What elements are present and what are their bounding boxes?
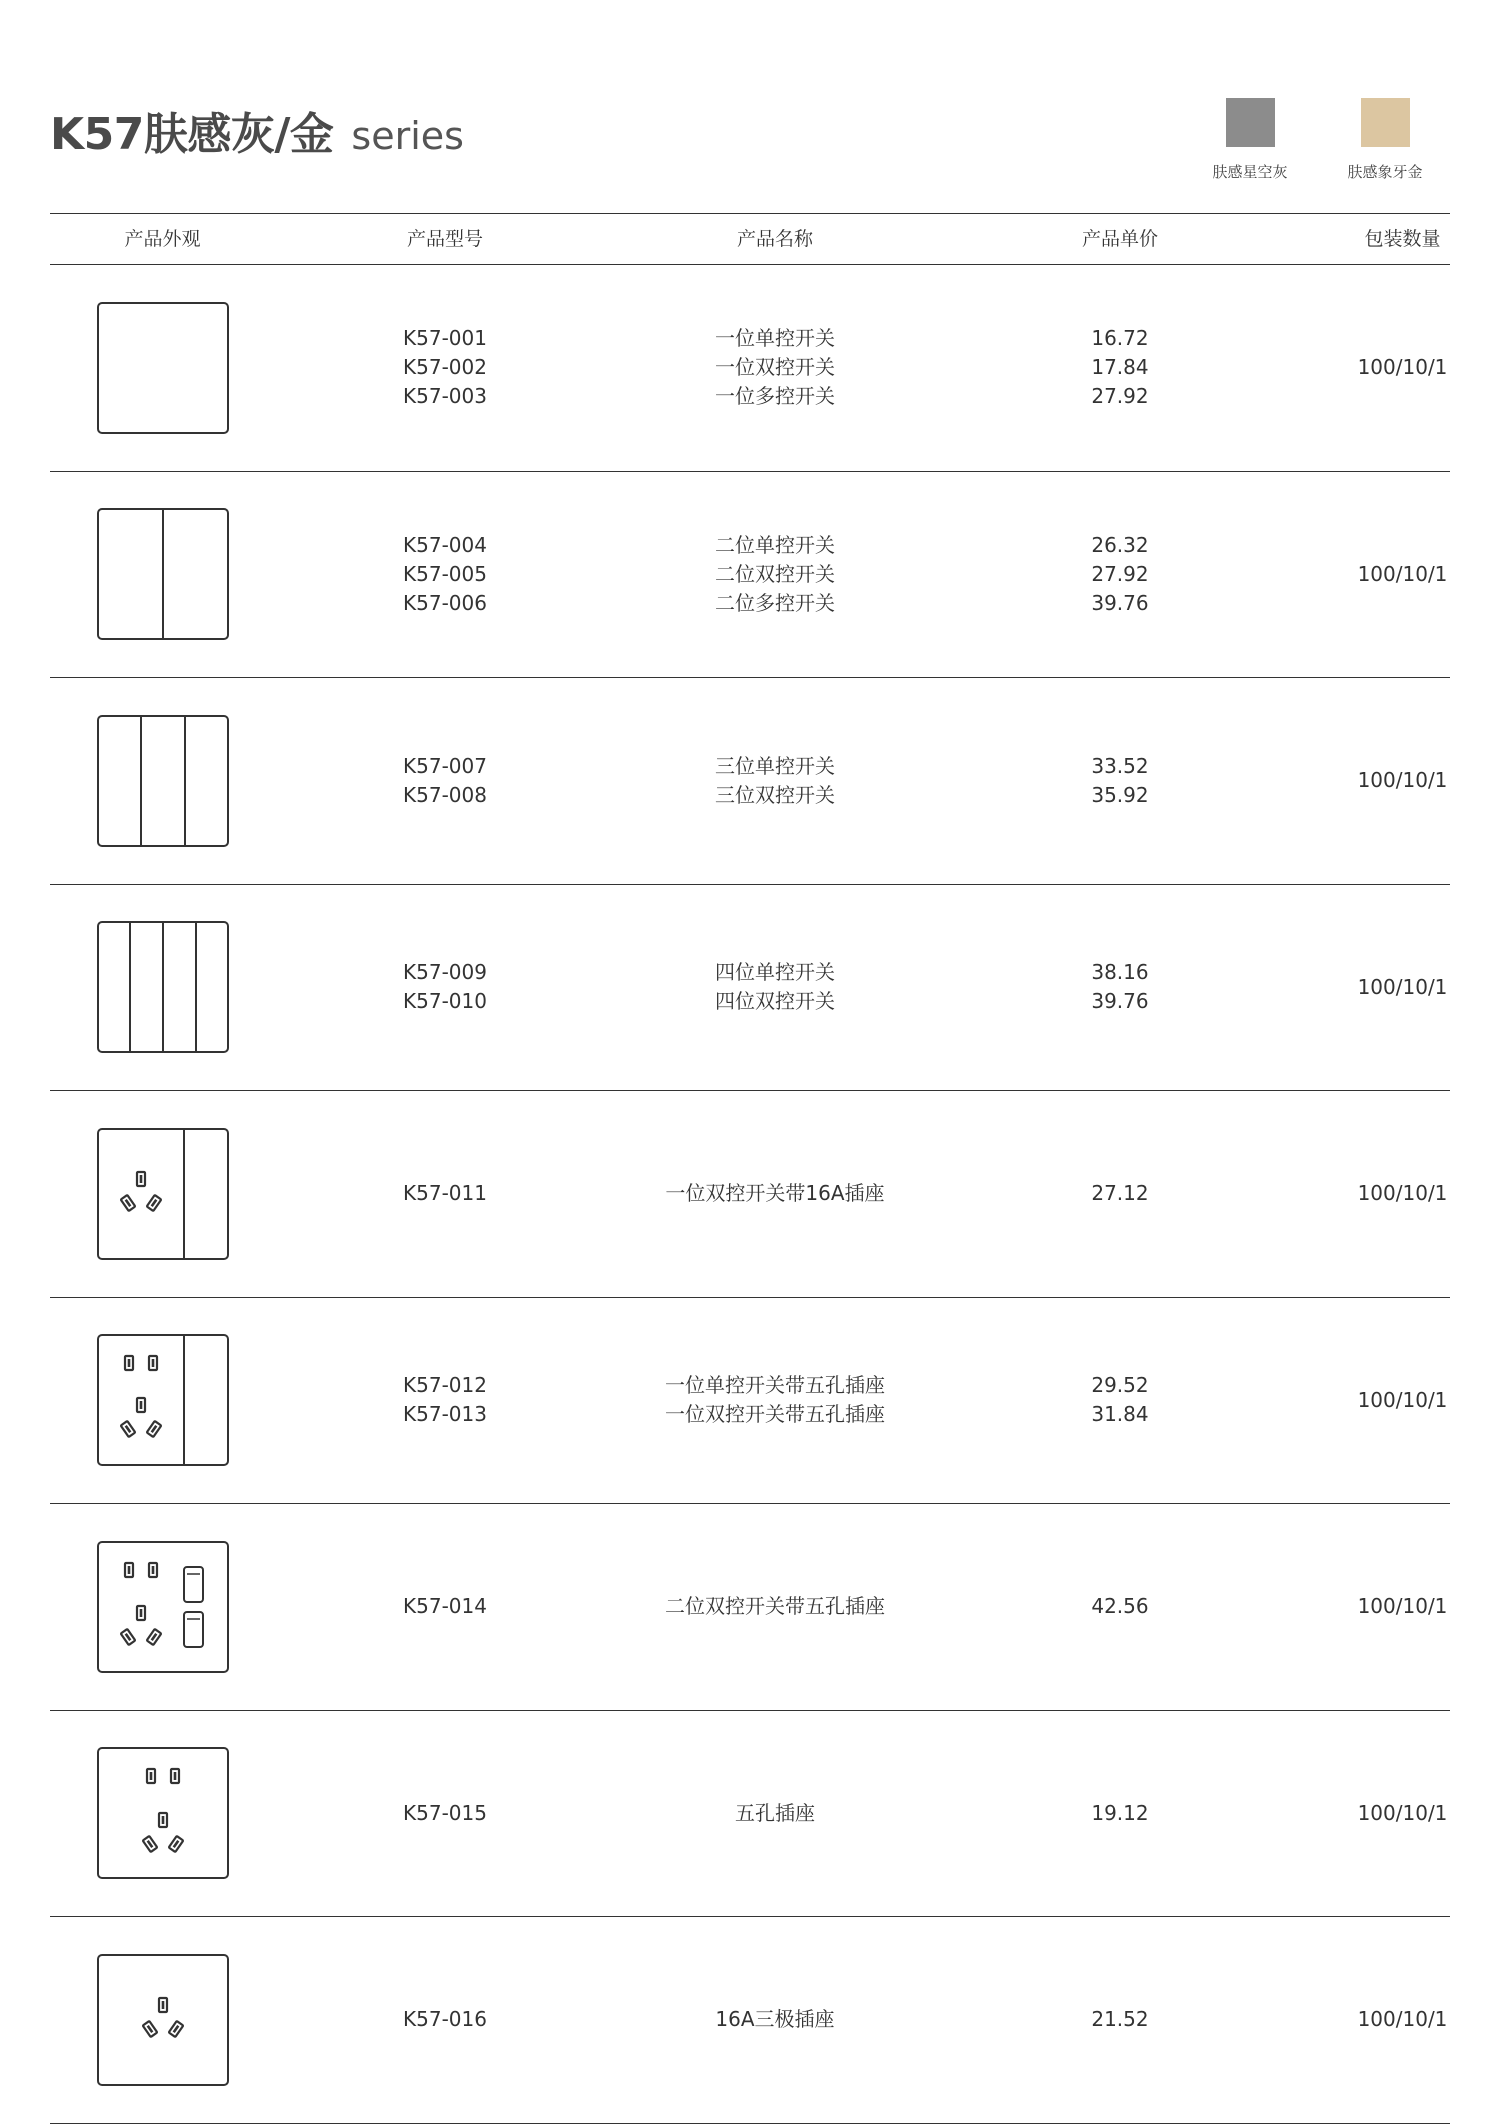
package-quantity: [1250, 1504, 1500, 1709]
product-code: K57-006: [403, 590, 487, 615]
product-name: 16A三极插座: [715, 2007, 835, 2031]
package-quantity-value: 100/10/1: [1357, 768, 1448, 792]
package-quantity: [1250, 472, 1500, 677]
product-price: 27.92: [1091, 384, 1149, 408]
product-code: K57-005: [403, 561, 487, 586]
product-price: 17.84: [1091, 355, 1149, 379]
product-code: K57-016: [403, 2007, 487, 2031]
series-title: K57肤感灰/金: [50, 109, 334, 160]
product-table: [50, 265, 1450, 2124]
product-price-cell: [970, 1917, 1270, 2122]
package-quantity-value: 100/10/1: [1357, 561, 1448, 586]
switch-16a-socket-icon: [50, 1091, 275, 1296]
table-row: [50, 265, 1450, 472]
product-name-cell: [590, 1091, 960, 1296]
product-name-cell: [590, 1504, 960, 1709]
table-row: [50, 1711, 1450, 1918]
product-name: 一位单控开关: [715, 326, 835, 350]
five-hole-socket-icon: [50, 1711, 275, 1916]
product-code-cell: [300, 1504, 590, 1709]
page-title: [50, 98, 464, 162]
package-quantity: [1250, 1917, 1500, 2122]
package-quantity: [1250, 1091, 1500, 1296]
product-price-cell: [970, 265, 1270, 470]
product-price: 16.72: [1091, 326, 1149, 350]
product-price-cell: [970, 678, 1270, 883]
table-row: [50, 1504, 1450, 1711]
package-quantity-value: 100/10/1: [1357, 355, 1448, 379]
table-row: [50, 1298, 1450, 1505]
product-name: 五孔插座: [735, 1800, 815, 1825]
product-code: K57-011: [403, 1181, 487, 1205]
product-name: 四位双控开关: [715, 989, 835, 1013]
product-code: K57-015: [403, 1800, 487, 1825]
product-price: 33.52: [1091, 753, 1149, 778]
16a-three-pin-socket-icon: [50, 1917, 275, 2122]
package-quantity: [1250, 1711, 1500, 1916]
header-appearance: 产品外观: [124, 228, 201, 250]
package-quantity-value: 100/10/1: [1357, 974, 1448, 999]
package-quantity: [1250, 1298, 1500, 1503]
product-code-cell: [300, 885, 590, 1090]
table-row: [50, 472, 1450, 679]
product-price: 31.84: [1091, 1402, 1149, 1426]
product-code-cell: [300, 265, 590, 470]
package-quantity-value: 100/10/1: [1357, 1594, 1448, 1618]
product-code-cell: [300, 472, 590, 677]
product-price-cell: [970, 1504, 1270, 1709]
product-code-cell: [300, 678, 590, 883]
package-quantity: [1250, 678, 1500, 883]
product-name-cell: [590, 1711, 960, 1916]
product-code: K57-001: [403, 326, 487, 350]
product-price: 29.52: [1091, 1373, 1149, 1397]
product-price: 35.92: [1091, 782, 1149, 807]
package-quantity-value: 100/10/1: [1357, 2007, 1448, 2031]
product-price: 38.16: [1091, 960, 1149, 984]
product-name: 三位双控开关: [715, 782, 835, 807]
table-row: [50, 678, 1450, 885]
product-name: 一位单控开关带五孔插座: [665, 1373, 885, 1397]
switch-five-hole-socket-icon: [50, 1298, 275, 1503]
gray-swatch-label: 肤感星空灰: [1212, 163, 1288, 181]
product-price-cell: [970, 1711, 1270, 1916]
switch-3-gang-icon: [50, 678, 275, 883]
product-price: 26.32: [1091, 532, 1149, 557]
series-subtitle: series: [351, 114, 464, 158]
product-price: 27.92: [1091, 561, 1149, 586]
color-swatch-gray: [1195, 98, 1305, 182]
product-code: K57-012: [403, 1373, 487, 1397]
package-quantity-value: 100/10/1: [1357, 1181, 1448, 1205]
product-name-cell: [590, 1917, 960, 2122]
product-name: 四位单控开关: [715, 960, 835, 984]
table-row: [50, 1091, 1450, 1298]
product-name: 二位双控开关: [715, 561, 835, 586]
product-code-cell: [300, 1298, 590, 1503]
header-pack: 包装数量: [1364, 228, 1441, 250]
table-header: [50, 214, 1450, 264]
product-name-cell: [590, 678, 960, 883]
product-name: 一位双控开关带16A插座: [665, 1181, 885, 1205]
header-model: 产品型号: [406, 228, 483, 250]
product-price-cell: [970, 472, 1270, 677]
page-header: [50, 98, 1450, 181]
header-price: 产品单价: [1081, 228, 1158, 250]
product-price: 19.12: [1091, 1800, 1149, 1825]
product-code: K57-007: [403, 753, 487, 778]
table-row: [50, 1917, 1450, 2124]
product-price: 27.12: [1091, 1181, 1149, 1205]
switch-1-gang-icon: [50, 265, 275, 470]
product-code: K57-013: [403, 1402, 487, 1426]
product-code: K57-002: [403, 355, 487, 379]
product-code: K57-008: [403, 782, 487, 807]
product-code: K57-010: [403, 989, 487, 1013]
product-name: 二位双控开关带五孔插座: [665, 1594, 885, 1618]
product-name: 一位多控开关: [715, 384, 835, 408]
package-quantity: [1250, 885, 1500, 1090]
package-quantity: [1250, 265, 1500, 470]
product-name-cell: [590, 265, 960, 470]
product-code: K57-004: [403, 532, 487, 557]
package-quantity-value: 100/10/1: [1357, 1800, 1448, 1825]
product-name: 一位双控开关带五孔插座: [665, 1402, 885, 1426]
product-code-cell: [300, 1711, 590, 1916]
double-switch-five-hole-socket-icon: [50, 1504, 275, 1709]
product-name-cell: [590, 472, 960, 677]
product-price: 21.52: [1091, 2007, 1149, 2031]
product-price-cell: [970, 1298, 1270, 1503]
product-price: 42.56: [1091, 1594, 1149, 1618]
product-name: 二位单控开关: [715, 532, 835, 557]
switch-4-gang-icon: [50, 885, 275, 1090]
product-name: 三位单控开关: [715, 753, 835, 778]
product-name: 一位双控开关: [715, 355, 835, 379]
gold-swatch-label: 肤感象牙金: [1347, 163, 1423, 181]
switch-2-gang-icon: [50, 472, 275, 677]
table-row: [50, 885, 1450, 1092]
product-price-cell: [970, 885, 1270, 1090]
product-name-cell: [590, 885, 960, 1090]
product-price: 39.76: [1091, 989, 1149, 1013]
product-price-cell: [970, 1091, 1270, 1296]
gray-swatch-chip: [1226, 98, 1275, 147]
product-code: K57-009: [403, 960, 487, 984]
product-code-cell: [300, 1917, 590, 2122]
color-swatch-gold: [1330, 98, 1440, 182]
product-price: 39.76: [1091, 590, 1149, 615]
gold-swatch-chip: [1361, 98, 1410, 147]
header-name: 产品名称: [736, 228, 813, 250]
product-name-cell: [590, 1298, 960, 1503]
product-name: 二位多控开关: [715, 590, 835, 615]
product-code-cell: [300, 1091, 590, 1296]
product-code: K57-014: [403, 1594, 487, 1618]
package-quantity-value: 100/10/1: [1357, 1387, 1448, 1412]
product-code: K57-003: [403, 384, 487, 408]
